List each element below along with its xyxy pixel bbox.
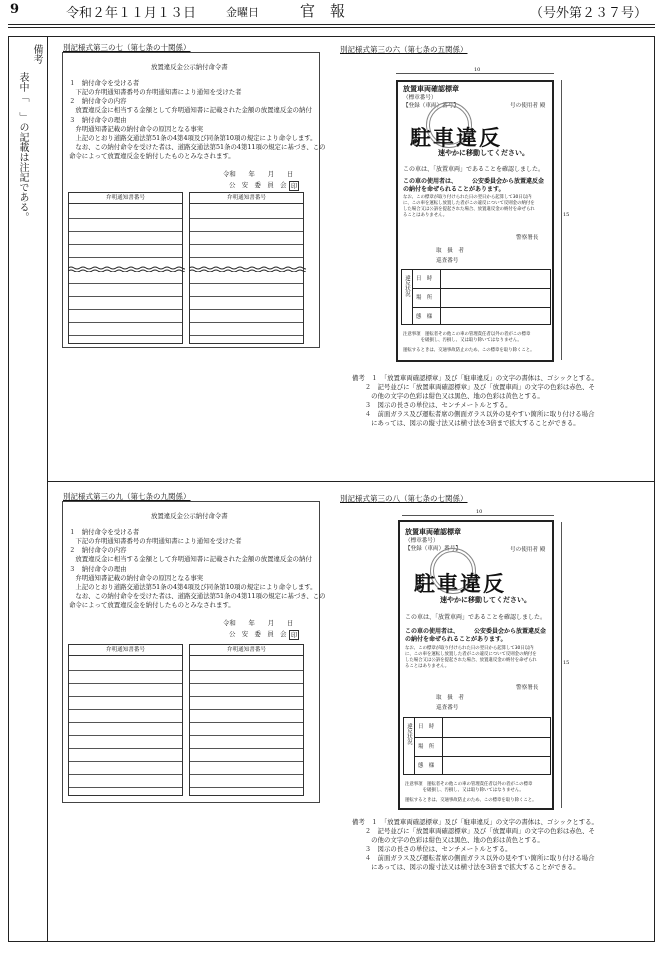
- grid-row-label: 態 様: [418, 763, 435, 769]
- sign-a-sub1: （標章番号）: [403, 95, 437, 101]
- sidebar-text: 表中「 」の記載は注記である。: [17, 72, 28, 222]
- break-mark: [68, 266, 185, 272]
- sign-a-note: ２ 記号並びに「放置車両確認標章」及び「放置車両」の文字の色彩は赤色、そ: [352, 383, 595, 391]
- sign-a-move: 速やかに移動してください。: [438, 149, 529, 157]
- form-a-line: ２ 納付命令の内容: [69, 97, 127, 105]
- sign-a-small: なお、この標章が取り付けられた日の翌日から起算して30日以内: [403, 195, 532, 200]
- form-a-seal: 印: [291, 182, 298, 190]
- dim-width: 10: [476, 509, 483, 515]
- dim-width: 10: [474, 67, 481, 73]
- sign-b-p3: の納付を命ぜられることがあります。: [405, 636, 507, 643]
- sign-a-officer: 警察署長: [516, 235, 539, 241]
- grid-row-label: 場 所: [416, 295, 433, 301]
- sign-a-note: ４ 前面ガラス及び運転者席の側面ガラス以外の見やすい箇所に取り付ける場合: [352, 410, 595, 418]
- sign-a-p3: の納付を命ぜられることがあります。: [403, 186, 505, 193]
- sign-b: [398, 520, 554, 810]
- sign-b-p1: この車は、「放置車両」であることを確認しました。: [405, 614, 547, 621]
- grid-row-label: 態 様: [416, 314, 433, 320]
- form-b-line: 放置違反金に相当する金額として弁明通知書に記載された金額の放置違反金の納付: [69, 555, 312, 563]
- sign-a-grid: [401, 269, 551, 325]
- grid-side-label: 違反状況: [404, 275, 410, 297]
- column-header: 弁明通知書番号: [69, 193, 182, 204]
- sign-a-note: の他の文字の色彩は紺色又は黒色、地の色彩は黄色とする。: [352, 392, 544, 400]
- form-b-line: 弁明通知書記載の納付命令の原因となる事実: [69, 574, 204, 582]
- sign-b-note: ３ 図示の長さの単位は、センチメートルとする。: [352, 845, 512, 853]
- form-a: [62, 52, 326, 348]
- form-a-line: 放置違反金に相当する金額として弁明通知書に記載された金額の放置違反金の納付: [69, 106, 312, 114]
- form-a-table-left: [68, 192, 183, 344]
- sign-a-footer: 注意事項 運転者その他この車の管理責任者以外の者がこの標章: [403, 332, 531, 337]
- sign-b-officer: 警察署長: [516, 685, 539, 691]
- sign-b-footer: 運転するときは、交通事故防止のため、この標章を取り除くこと。: [405, 798, 537, 803]
- sign-a-note: 備考 １ 「放置車両確認標章」及び「駐車違反」の文字の書体は、ゴシックとする。: [352, 374, 598, 382]
- column-header: 弁明通知書番号: [69, 645, 182, 656]
- form-b-line: 命令によって放置違反金を納付したものとみなされます。: [69, 601, 235, 609]
- sign-a-footer: 運転するときは、交通事故防止のため、この標章を取り除くこと。: [403, 348, 535, 353]
- issue-date: 令和２年１１月１３日: [66, 6, 197, 21]
- sign-a-badge: 巡査番号: [436, 258, 459, 264]
- sign-a-small: ることはありません。: [403, 213, 448, 218]
- form-a-line: １ 納付命令を受ける者: [69, 79, 140, 87]
- frame-bottom: [8, 941, 655, 942]
- sidebar-divider: [47, 36, 48, 942]
- sign-b-p2: この車の使用者は、 公安委員会から放置違反金: [405, 628, 547, 635]
- sign-a-footer: を破損し、汚損し、又は取り除いてはなりません。: [403, 338, 522, 343]
- dim-height: 15: [563, 212, 570, 218]
- form-a-line: ３ 納付命令の理由: [69, 116, 127, 124]
- sign-b-title: 放置車両確認標章: [405, 528, 461, 536]
- sign-a-small: に、この車を運転し放置した者がこの違反について反則金の納付を: [403, 201, 535, 206]
- form-a-caption: 別記様式第三の七（第七条の十関係）: [63, 43, 191, 52]
- sign-b-small: した場合又は公訴を提起された場合、放置違反金の納付を命ぜられ: [405, 658, 537, 663]
- form-b-title: 放置違反金公示納付命令書: [151, 512, 228, 520]
- dimension-line: [561, 80, 562, 360]
- sign-b-small: なお、この標章が取り付けられた日の翌日から起算して30日以内: [405, 646, 534, 651]
- sign-b-badge: 巡査番号: [436, 705, 459, 711]
- sign-a-p1: この車は、「放置車両」であることを確認しました。: [403, 166, 545, 173]
- column-header: 弁明通知書番号: [190, 193, 303, 204]
- sidebar-label: 備考: [31, 44, 42, 64]
- form-b-caption: 別記様式第三の九（第七条の九関係）: [63, 492, 191, 501]
- form-a-authority: 公 安 委 員 会: [229, 181, 287, 189]
- grid-row-label: 日 時: [418, 724, 435, 730]
- dimension-line: [396, 73, 554, 74]
- sign-a-sub2: 【登録（車両）番号】: [403, 103, 459, 109]
- sign-a-caption: 別記様式第三の六（第七条の五関係）: [340, 45, 468, 54]
- sign-a-title: 放置車両確認標章: [403, 85, 459, 93]
- sign-a: [396, 80, 554, 362]
- form-b-authority: 公 安 委 員 会: [229, 630, 287, 638]
- sign-a-small: した場合又は公訴を提起された場合、放置違反金の納付を命ぜられ: [403, 207, 535, 212]
- sign-b-handler: 取 扱 者: [436, 695, 464, 701]
- form-a-line: 命令によって放置違反金を納付したものとみなされます。: [69, 152, 235, 160]
- sign-b-sub1: （標章番号）: [405, 538, 439, 544]
- sign-b-big: 駐車違反: [414, 572, 506, 596]
- sign-b-note: ４ 前面ガラス及び運転者席の側面ガラス以外の見やすい箇所に取り付ける場合: [352, 854, 595, 862]
- sign-a-note: にあっては、図示の縦寸法又は横寸法を3倍まで拡大することができる。: [352, 419, 580, 427]
- header-rule-thin: [8, 27, 655, 28]
- form-a-line: なお、この納付命令を受けた者は、道路交通法第51条の4第11項の規定に基づき、この: [69, 143, 326, 151]
- grid-row-label: 場 所: [418, 744, 435, 750]
- form-b-line: なお、この納付命令を受けた者は、道路交通法第51条の4第11項の規定に基づき、この: [69, 592, 326, 600]
- sign-b-use-no: 号の使用者 殿: [510, 547, 546, 553]
- form-a-table-right: [189, 192, 304, 344]
- form-b-seal: 印: [291, 631, 298, 639]
- form-a-line: 弁明通知書記載の納付命令の原因となる事実: [69, 125, 204, 133]
- sign-b-move: 速やかに移動してください。: [440, 596, 531, 604]
- dim-height: 15: [563, 660, 570, 666]
- form-b: [62, 501, 326, 803]
- form-b-date: 令和 年 月 日: [223, 619, 294, 627]
- header-rule: [8, 24, 655, 25]
- column-header: 弁明通知書番号: [190, 645, 303, 656]
- break-mark: [189, 266, 306, 272]
- sign-a-big: 駐車違反: [410, 126, 502, 150]
- form-b-table-right: [189, 644, 304, 796]
- sign-a-use-no: 号の使用者 殿: [510, 103, 546, 109]
- form-b-table-left: [68, 644, 183, 796]
- form-b-line: 上記のとおり道路交通法第51条の4第4項及び同条第10項の規定により命令します。: [69, 583, 317, 591]
- sign-b-note: にあっては、図示の縦寸法又は横寸法を3倍まで拡大することができる。: [352, 863, 580, 871]
- dimension-line: [402, 515, 554, 516]
- page-number: 9: [10, 2, 20, 17]
- grid-row-label: 日 時: [416, 276, 433, 282]
- form-a-line: 上記のとおり道路交通法第51条の4第4項及び同条第10項の規定により命令します。: [69, 134, 317, 142]
- section-divider: [47, 481, 655, 482]
- sign-b-note: 備考 １ 「放置車両確認標章」及び「駐車違反」の文字の書体は、ゴシックとする。: [352, 818, 598, 826]
- sign-b-footer: を破損し、汚損し、又は取り除いてはなりません。: [405, 788, 524, 793]
- sign-a-handler: 取 扱 者: [436, 248, 464, 254]
- form-a-title: 放置違反金公示納付命令書: [151, 63, 228, 71]
- form-a-line: 下記の弁明通知書番号の弁明通知書により通知を受けた者: [69, 88, 242, 96]
- form-b-line: ２ 納付命令の内容: [69, 546, 127, 554]
- sign-b-note: の他の文字の色彩は紺色又は黒色、地の色彩は黄色とする。: [352, 836, 544, 844]
- sign-b-small: ることはありません。: [405, 664, 450, 669]
- sign-b-sub2: 【登録（車両）番号】: [405, 546, 461, 552]
- weekday: 金曜日: [226, 6, 259, 19]
- form-b-line: ３ 納付命令の理由: [69, 565, 127, 573]
- sign-a-p2: この車の使用者は、 公安委員会から放置違反金: [403, 178, 545, 185]
- gazette-title: 官 報: [300, 2, 346, 20]
- sign-b-small: に、この車を運転し放置した者がこの違反について反則金の納付を: [405, 652, 537, 657]
- grid-side-label: 違反状況: [406, 723, 412, 745]
- sign-b-grid: [403, 717, 551, 775]
- page-header: [0, 0, 661, 22]
- frame-left: [8, 36, 9, 942]
- frame-right: [654, 36, 655, 942]
- form-b-line: １ 納付命令を受ける者: [69, 528, 140, 536]
- sign-b-footer: 注意事項 運転者その他この車の管理責任者以外の者がこの標章: [405, 782, 533, 787]
- form-b-line: 下記の弁明通知書番号の弁明通知書により通知を受けた者: [69, 537, 242, 545]
- frame-top: [8, 36, 655, 37]
- issue-number: （号外第２３７号）: [530, 6, 648, 21]
- dimension-line: [561, 522, 562, 808]
- form-a-date: 令和 年 月 日: [223, 170, 294, 178]
- sign-b-caption: 別記様式第三の八（第七条の七関係）: [340, 494, 468, 503]
- sign-b-note: ２ 記号並びに「放置車両確認標章」及び「放置車両」の文字の色彩は赤色、そ: [352, 827, 595, 835]
- sign-a-note: ３ 図示の長さの単位は、センチメートルとする。: [352, 401, 512, 409]
